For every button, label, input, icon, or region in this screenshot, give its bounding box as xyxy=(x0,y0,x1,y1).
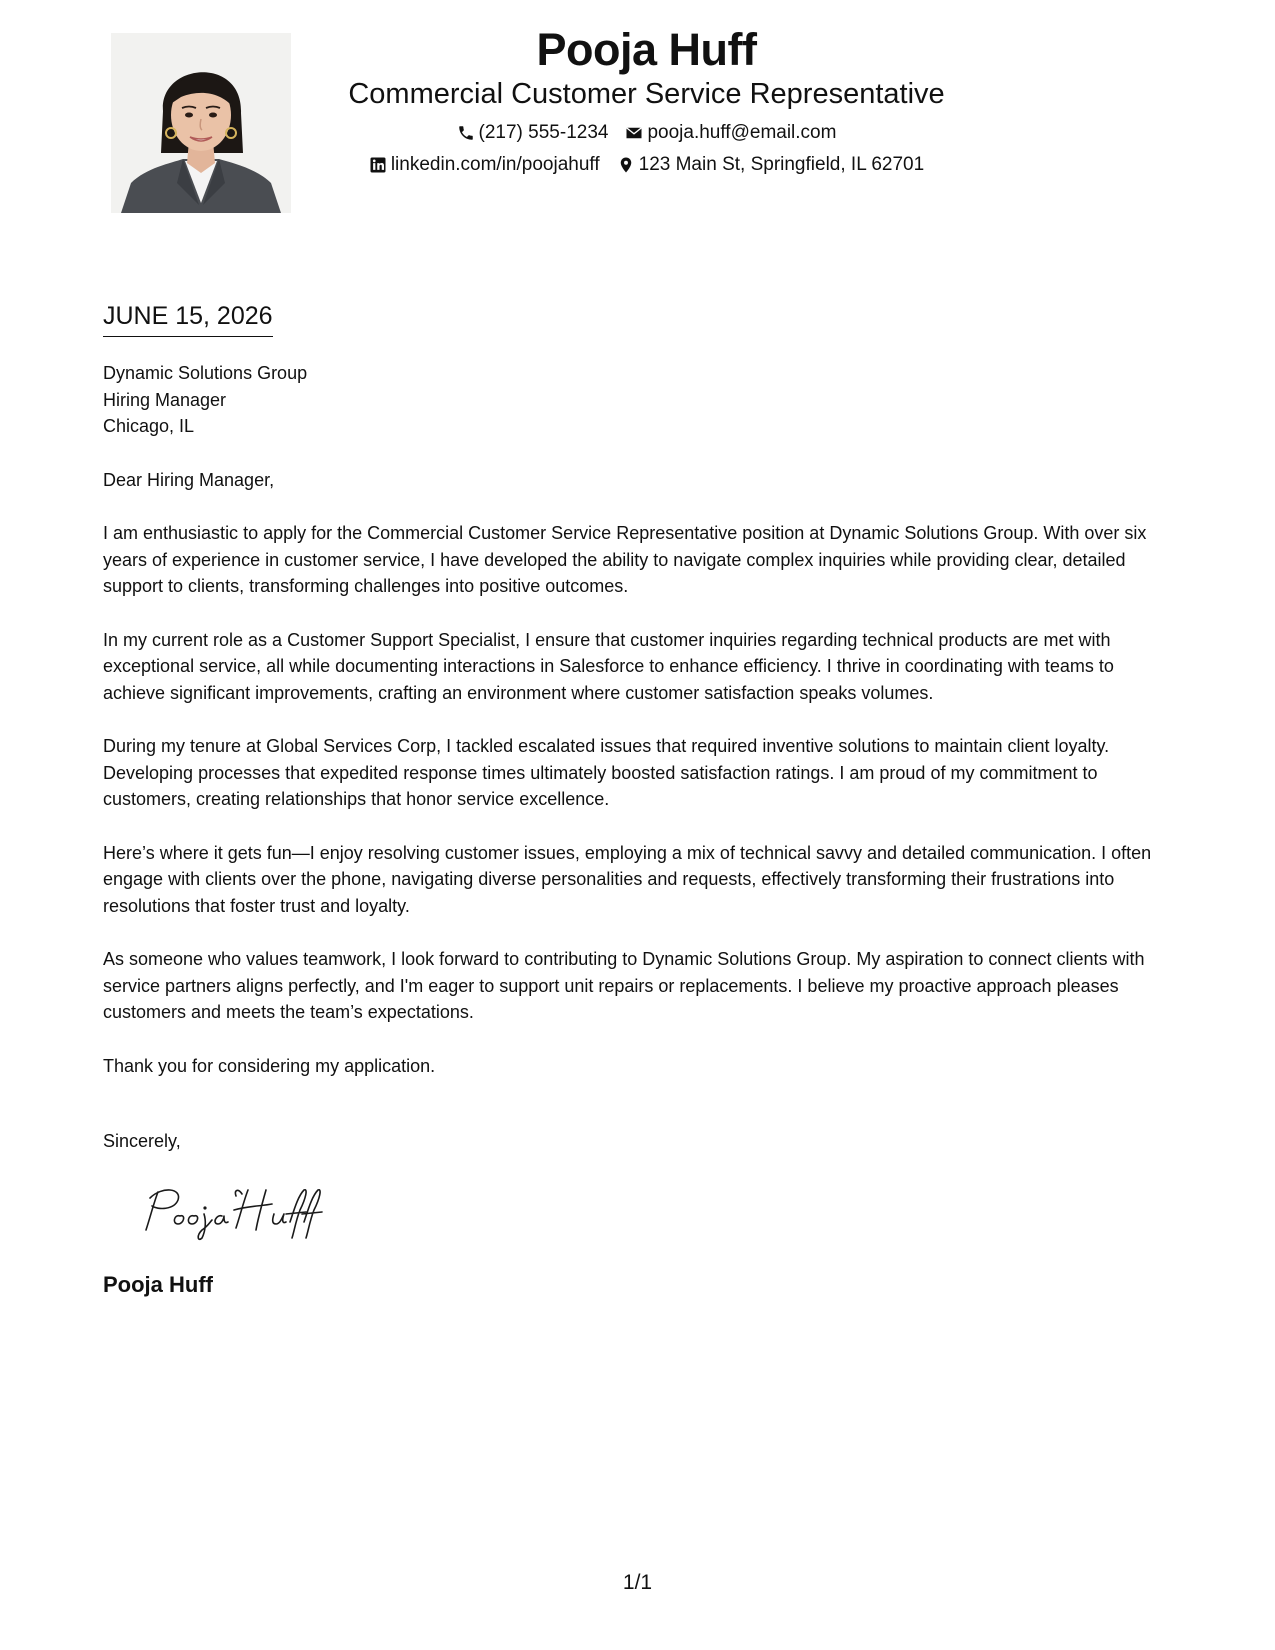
paragraph-thanks: Thank you for considering my application. xyxy=(103,1055,436,1076)
profile-photo xyxy=(111,33,291,213)
linkedin-icon xyxy=(369,156,387,174)
letter-date: JUNE 15, 2026 xyxy=(103,300,273,337)
contact-address xyxy=(617,153,925,177)
address-text: 123 Main St, Springfield, IL 62701 xyxy=(638,154,925,175)
envelope-icon xyxy=(625,124,643,142)
recipient-location: Chicago, IL xyxy=(103,416,195,436)
phone-text: (217) 555-1234 xyxy=(478,122,609,143)
contact-phone[interactable] xyxy=(457,121,609,145)
signer-name: Pooja Huff xyxy=(103,1272,213,1297)
phone-icon xyxy=(457,124,475,142)
recipient-company: Dynamic Solutions Group xyxy=(103,363,308,383)
linkedin-text: linkedin.com/in/poojahuff xyxy=(390,154,600,175)
contact-linkedin[interactable] xyxy=(369,153,600,177)
paragraph-1: I am enthusiastic to apply for the Commercial Customer Service Representative position at Dynamic Solutions Group. With over six years of experience in customer service, I have developed the ability to navigate complex inquiries while providing clear, detailed support to clients, transforming challenges into positive outcomes. xyxy=(103,523,1147,596)
paragraph-2: In my current role as a Customer Support Specialist, I ensure that customer inquiries regarding technical products are met with exceptional service, all while documenting interactions in Salesforce to enhance efficiency. I thrive in coordinating with teams to achieve significant improvements, crafting an environment where customer satisfaction speaks volumes. xyxy=(103,629,1114,703)
contact-email[interactable] xyxy=(625,121,836,145)
resume-header xyxy=(330,22,963,177)
paragraph-3: During my tenure at Global Services Corp, I tackled escalated issues that required inventive solutions to maintain client loyalty. Developing processes that expedited response times ultimately boosted satisfaction ratings. I am proud of my commitment to customers, creating relationships that honor service excellence. xyxy=(103,736,1110,809)
page-number: 1/1 xyxy=(622,1571,653,1594)
email-text: pooja.huff@email.com xyxy=(647,122,837,143)
contact-row-secondary xyxy=(330,153,963,177)
handwritten-signature xyxy=(138,1180,328,1242)
applicant-name: Pooja Huff xyxy=(536,24,757,75)
closing-text: Sincerely, xyxy=(103,1131,181,1151)
map-pin-icon xyxy=(617,156,635,174)
contact-row-primary xyxy=(330,121,963,145)
recipient-role: Hiring Manager xyxy=(103,389,227,410)
recipient-block xyxy=(103,360,1178,440)
paragraph-5: As someone who values teamwork, I look forward to contributing to Dynamic Solutions Group. My aspiration to connect clients with service partners aligns perfectly, and I'm eager to support unit repairs or replacements. I believe my proactive approach pleases customers and meets the team’s expectations. xyxy=(103,949,1145,1022)
applicant-title: Commercial Customer Service Representative xyxy=(348,78,945,110)
paragraph-4: Here’s where it gets fun—I enjoy resolving customer issues, employing a mix of technical savvy and detailed communication. I often engage with clients over the phone, navigating diverse personalities and requests, effectively transforming their frustrations into resolutions that foster trust and loyalty. xyxy=(103,842,1152,916)
salutation: Dear Hiring Manager, xyxy=(103,469,275,490)
letter-body xyxy=(103,360,1178,1079)
